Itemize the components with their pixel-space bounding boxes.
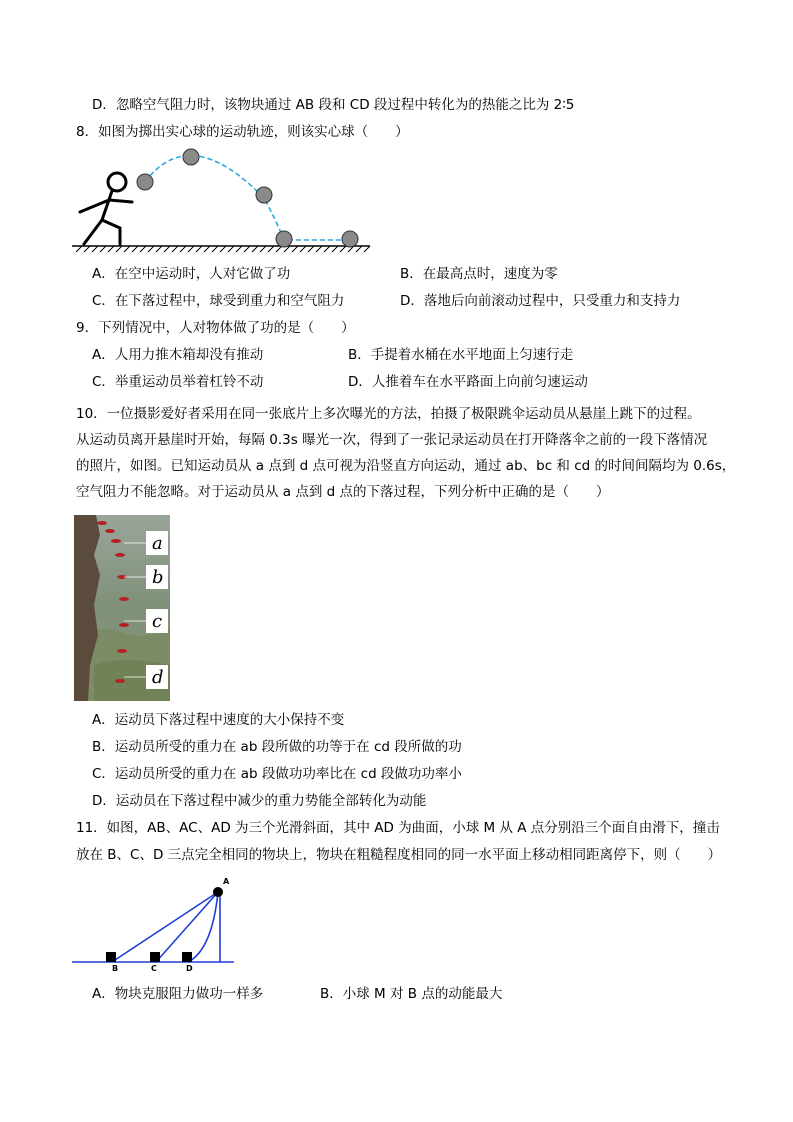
q10-skydiver-photo [74,515,170,701]
q10-option-d: D．运动员在下落过程中减少的重力势能全部转化为动能 [92,793,427,809]
q10-stem-line-2: 从运动员离开悬崖时开始，每隔 0.3s 曝光一次，得到了一张记录运动员在打开降落伞之前的一段下落情况 [76,432,708,448]
ball-markers [137,149,358,247]
q9-option-d: D．人推着车在水平路面上向前匀速运动 [348,374,588,390]
q9-option-a: A．人用力推木箱却没有推动 [92,347,264,363]
figure-label-d: D [186,964,193,973]
q8-option-d: D．落地后向前滚动过程中，只受重力和支持力 [400,293,681,309]
q8-option-b: B．在最高点时，速度为零 [400,266,558,282]
q9-option-c: C．举重运动员举着杠铃不动 [92,374,264,390]
block-c [150,952,160,962]
q8-option-c: C．在下落过程中，球受到重力和空气阻力 [92,293,345,309]
figure-label-b: B [112,964,119,973]
figure-label-a: A [223,877,230,886]
ball-m [213,887,223,897]
block-b [106,952,116,962]
q7-option-d: D．忽略空气阻力时，该物块通过 AB 段和 CD 段过程中转化为的热能之比为 2∶5 [92,97,575,113]
q10-stem-line-3: 的照片，如图。已知运动员从 a 点到 d 点可视为沿竖直方向运动，通过 ab、bc 和 cd 的时间间隔均为 0.6s， [76,458,736,474]
q11-stem-line-2: 放在 B、C、D 三点完全相同的物块上，物块在粗糙程度相同的同一水平面上移动相同距离停下，则（ ） [76,847,722,863]
q11-option-a: A．物块克服阻力做功一样多 [92,986,264,1002]
q11-incline-figure [72,872,242,972]
photo-label-c: c [152,611,163,632]
ground-hatching [72,246,370,252]
q10-option-c: C．运动员所受的重力在 ab 段做功功率比在 cd 段做功功率小 [92,766,462,782]
ball-1 [137,174,153,190]
photo-label-b: b [152,567,164,588]
q11-option-b: B．小球 M 对 B 点的动能最大 [320,986,503,1002]
photo-label-d: d [152,667,164,688]
ball-5 [342,231,358,247]
ball-4 [276,231,292,247]
q10-stem-line-4: 空气阻力不能忽略。对于运动员从 a 点到 d 点的下落过程，下列分析中正确的是（ ） [76,484,610,500]
ball-2 [183,149,199,165]
q8-option-a: A．在空中运动时，人对它做了功 [92,266,291,282]
ball-3 [256,187,272,203]
q11-stem-line-1: 11．如图，AB、AC、AD 为三个光滑斜面，其中 AD 为曲面，小球 M 从 A 点分别沿三个面自由滑下，撞击 [76,820,720,836]
q10-stem-line-1: 10．一位摄影爱好者采用在同一张底片上多次曝光的方法，拍摄了极限跳伞运动员从悬崖上跳下的过程。 [76,406,701,422]
photo-label-a: a [152,533,163,554]
block-d [182,952,192,962]
q10-option-b: B．运动员所受的重力在 ab 段所做的功等于在 cd 段所做的功 [92,739,462,755]
photo-label-boxes [146,531,168,689]
q10-option-a: A．运动员下落过程中速度的大小保持不变 [92,712,345,728]
q8-trajectory-figure [72,140,372,255]
q9-option-b: B．手提着水桶在水平地面上匀速行走 [348,347,574,363]
figure-label-c: C [151,964,157,973]
stick-figure [80,173,132,244]
q8-stem: 8．如图为掷出实心球的运动轨迹，则该实心球（ ） [76,124,409,140]
hatch-lines [76,246,370,252]
trajectory-path [145,156,350,240]
q9-stem: 9．下列情况中，人对物体做了功的是（ ） [76,320,355,336]
